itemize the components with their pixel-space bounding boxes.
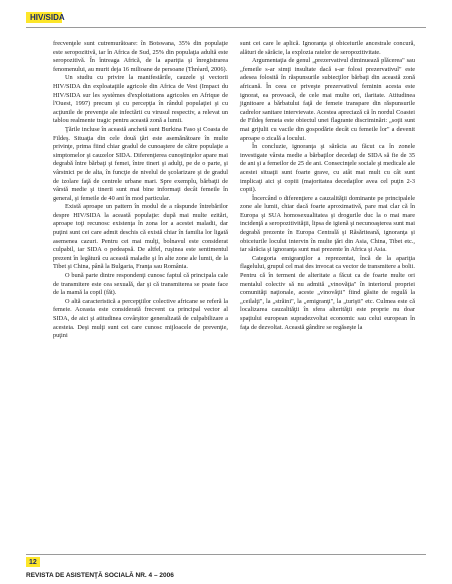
- section-header-label: HIV/SIDA: [30, 13, 65, 22]
- right-column: [240, 40, 415, 332]
- paragraph: În concluzie, ignoranţa şi sărăcia au făcut ca în zonele investigate vârsta medie a bărbaţilor decedaţi de SIDA să fie de 35 de ani şi a femeilor de 25 de ani. Consecinţele sociale şi medicale ale acestei situaţii sunt foarte grave, cu atât mai mult cu cât sunt implicaţi aici şi copiii (majoritatea decedaţilor avea cel puţin 2-3 copii).: [240, 143, 415, 194]
- paragraph: Ţările incluse în această anchetă sunt Burkina Faso şi Coasta de Fildeş. Situaţia din cele două ţări este asemănătoare în multe privinţe, prima fiind chiar gradul de cunoaştere de către populaţie a simptomelor şi cauzelor SIDA. Diferenţierea cunoştinţelor apare mai degrabă între bărbaţi şi femei, între tineri şi adulţi, pe de o parte, şi vârstnici pe de alta, în funcţie de nivelul de şcolarizare şi de gradul de izolare faţă de centrele urbane mari. Spre exemplu, bărbaţii de vârstă medie şi tinerii sunt mai bine informaţi decât femeile în general, şi femeile de 40 ani în mod particular.: [53, 125, 228, 202]
- paragraph: sunt cei care le aplică. Ignoranţa şi obiceiurile ancestrale concură, alături de sărăcie, la explozia ratelor de seropozitivitate.: [240, 40, 415, 56]
- paragraph: O altă caracteristică a percepţiilor colective africane se referă la femeie. Aceasta este considerată frecvent ca principal vector al SIDA, de aici şi atitudinea covârşitor generalizată de culpabilizare a acesteia. Deşi mulţi sunt cei care cunosc mijloacele de prevenţie, puţini: [53, 297, 228, 340]
- left-column: [53, 40, 228, 341]
- journal-footer: REVISTA DE ASISTENŢĂ SOCIALĂ NR. 4 – 2006: [26, 572, 174, 579]
- page-number: 12: [29, 559, 37, 566]
- paragraph: Categoria emigranţilor a reprezentat, încă de la apariţia flagelului, grupul cel mai des invocat ca vector de transmitere a bolii. Pentru că în termeni de alteritate a făcut ca de foarte multe ori mentalul colectiv să nu admită „vinovăţia" în interiorul propriei comunităţi naţionale, aceste „vinovăţii" fiind găsite de regulă la „ceilalţi", la „străini", la „emigranţi", la „turişti" etc. Culmea este că localizarea cauzalităţii în sfera alterităţii este proprie nu doar spaţiului european supradezvoltat economic sau celui european în faţa de dezvoltat. Această gândire se regăseşte la: [240, 254, 415, 331]
- paragraph: Încercând o diferenţiere a cauzalităţii dominante pe principalele zone ale lumii, chiar dacă foarte aproximativă, pare mai clar că în Europa şi SUA homosexualitatea şi drogurile duc la o mai mare incidenţă a seropozitivităţii, lipsa de igienă şi necunoaşterea sunt mai degrabă prezente în Europa Centrală şi Răsăriteană, ignoranţa şi obiceiurile locului intervin în multe ţări din Asia, China, Tibet etc., iar sărăcia şi ignoranţa sunt mai prezente în Africa şi Asia.: [240, 194, 415, 254]
- paragraph: frecvenţele sunt cutremurătoare: în Botswana, 35% din populaţie este seropozitivă, iar în Africa de Sud, 25% din populaţia adultă este seropozitivă. În întreaga Africă, de la apariţia şi înregistrarea fenomenului, au murit deja 16 milioane de persoane (Thréard, 2006).: [53, 40, 228, 73]
- paragraph: O bună parte dintre respondenţi cunosc faptul că principala cale de transmitere este cea sexuală, dar şi că transmiterea se poate face de la mamă la copil (făt).: [53, 272, 228, 297]
- paragraph: Există aproape un pattern în modul de a răspunde întrebărilor despre HIV/SIDA la această populaţie: după mai multe ezitări, aproape toţi recunosc existenţa în zona lor a acestei maladii, dar puţini sunt cei care admit deschis că există chiar în familia lor ligată asemenea cazuri. Pentru cei mai mulţi, bolnavul este considerat culpabil, iar SIDA o pedeapsă. De altfel, ruşinea este sentimentul prezent în legătură cu această maladie şi în alte zone ale lumii, de la Tibet şi China, până la Bulgaria, Franţa sau România.: [53, 203, 228, 271]
- paragraph: Argumentaţia de genul „prezervativul diminuează plăcerea" sau „femeile s-ar simţi insultate dacă s-ar folosi prezervativul" este adesea folosită în răspunsurile subiecţilor bărbaţi din această zonă africană. În ceea ce priveşte prezervativul feminin acesta este ignorat, ea provoacă, de cele mai multe ori, ilaritate. Atitudinea jignitoare a bărbatului faţă de femeie transpare din răspunsurile cadrelor sanitare intervievate. Acestea apreciază că în nordul Coastei de Fildeş femeia este obiectul unei flagrante discriminări: „soţii sunt mai grijulii cu vacile din gospodărie decât cu femeile lor" a devenit aproape o zicală a locului.: [240, 57, 415, 142]
- paragraph: Un studiu cu privire la manifestările, cauzele şi vectorii HIV/SIDA din exploataţiile agricole din Africa de Vest (Impact du HIV/SIDA sur les systèmes d'exploitations agricoles en Afrique de l'Ouest, 1997) precum şi cu percepţia în rândul populaţiei şi cu acţiunile de prevenţie ale infectării cu virusul respectiv, a relevat un tablou realmente tragic pentru această zonă a lumii.: [53, 74, 228, 125]
- header-rule: [26, 27, 426, 28]
- footer-rule: [26, 554, 426, 555]
